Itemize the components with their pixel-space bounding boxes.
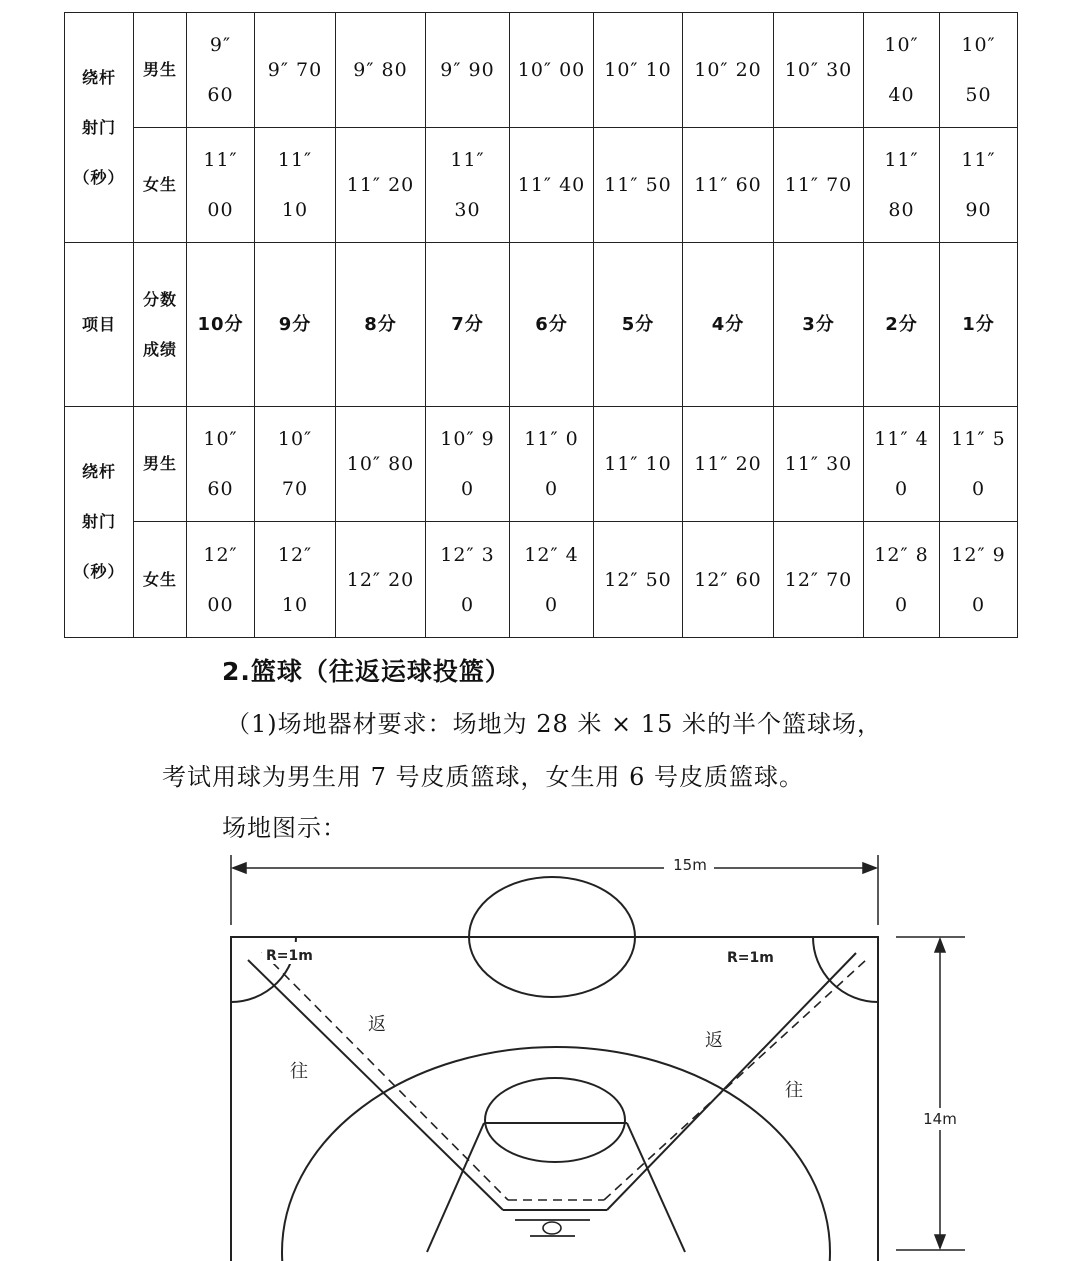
time-cell: 10″ 20 bbox=[683, 13, 774, 128]
height-label: 14m bbox=[923, 1110, 957, 1128]
score-cell: 7分 bbox=[426, 243, 510, 407]
time-cell: 11″ 10 bbox=[594, 407, 683, 522]
time-cell: 12″ 60 bbox=[683, 522, 774, 638]
time-cell: 12″ 20 bbox=[336, 522, 426, 638]
score-cell: 6分 bbox=[510, 243, 594, 407]
path-label-left-fan: 返 bbox=[368, 1014, 386, 1035]
time-cell: 12″ 4 0 bbox=[510, 522, 594, 638]
paragraph-ball: 考试用球为男生用 7 号皮质篮球，女生用 6 号皮质篮球。 bbox=[162, 763, 805, 791]
time-cell: 11″ 0 0 bbox=[510, 407, 594, 522]
score-table bbox=[64, 12, 1018, 638]
height-dimension bbox=[896, 937, 965, 1250]
time-cell: 10″ 30 bbox=[774, 13, 864, 128]
section-heading: 2.篮球（往返运球投篮） bbox=[222, 657, 511, 686]
time-cell: 9″ 60 bbox=[187, 13, 255, 128]
table-row bbox=[65, 13, 1018, 128]
time-cell: 12″ 3 0 bbox=[426, 522, 510, 638]
path-label-right-fan: 返 bbox=[705, 1030, 723, 1051]
time-cell: 9″ 80 bbox=[336, 13, 426, 128]
time-cell: 10″ 80 bbox=[336, 407, 426, 522]
path-label-left-wang: 往 bbox=[290, 1061, 308, 1082]
three-point-arc bbox=[282, 1047, 830, 1261]
time-cell: 11″ 80 bbox=[864, 128, 940, 243]
dribble-path-left bbox=[248, 953, 856, 1210]
time-cell: 10″ 50 bbox=[940, 13, 1018, 128]
score-cell: 4分 bbox=[683, 243, 774, 407]
hoop-icon bbox=[543, 1222, 561, 1234]
score-cell: 9分 bbox=[255, 243, 336, 407]
time-cell: 11″ 70 bbox=[774, 128, 864, 243]
court-boundary bbox=[231, 937, 878, 1261]
time-cell: 9″ 70 bbox=[255, 13, 336, 128]
time-cell: 11″ 20 bbox=[683, 407, 774, 522]
time-cell: 11″ 30 bbox=[774, 407, 864, 522]
width-label: 15m bbox=[673, 856, 707, 874]
width-dimension bbox=[231, 855, 878, 925]
time-cell: 10″ 00 bbox=[510, 13, 594, 128]
score-cell: 10分 bbox=[187, 243, 255, 407]
radius-label-left: R=1m bbox=[266, 948, 313, 964]
time-cell: 11″ 40 bbox=[510, 128, 594, 243]
time-cell: 10″ 40 bbox=[864, 13, 940, 128]
time-cell: 12″ 50 bbox=[594, 522, 683, 638]
score-cell: 2分 bbox=[864, 243, 940, 407]
score-cell: 5分 bbox=[594, 243, 683, 407]
time-cell: 11″ 50 bbox=[594, 128, 683, 243]
item-label: 项目 bbox=[65, 243, 134, 407]
path-label-right-wang: 往 bbox=[785, 1080, 803, 1101]
category-cell: 绕杆 射门 （秒） bbox=[65, 407, 134, 638]
time-cell: 11″ 4 0 bbox=[864, 407, 940, 522]
time-cell: 11″ 30 bbox=[426, 128, 510, 243]
dribble-path-dashed bbox=[262, 952, 866, 1200]
time-cell: 9″ 90 bbox=[426, 13, 510, 128]
time-cell: 11″ 60 bbox=[683, 128, 774, 243]
category-cell: 绕杆 射门 （秒） bbox=[65, 13, 134, 243]
score-cell: 1分 bbox=[940, 243, 1018, 407]
score-label: 分数 成绩 bbox=[134, 243, 187, 407]
paragraph-diagram-caption: 场地图示： bbox=[222, 814, 347, 842]
time-cell: 10″ 10 bbox=[594, 13, 683, 128]
time-cell: 11″ 5 0 bbox=[940, 407, 1018, 522]
time-cell: 11″ 00 bbox=[187, 128, 255, 243]
time-cell: 10″ 70 bbox=[255, 407, 336, 522]
time-cell: 11″ 10 bbox=[255, 128, 336, 243]
time-cell: 12″ 00 bbox=[187, 522, 255, 638]
time-cell: 12″ 9 0 bbox=[940, 522, 1018, 638]
time-cell: 12″ 8 0 bbox=[864, 522, 940, 638]
boys-label: 男生 bbox=[134, 407, 187, 522]
table-row bbox=[65, 407, 1018, 522]
time-cell: 11″ 90 bbox=[940, 128, 1018, 243]
time-cell: 10″ 9 0 bbox=[426, 407, 510, 522]
time-cell: 12″ 70 bbox=[774, 522, 864, 638]
time-cell: 10″ 60 bbox=[187, 407, 255, 522]
table-row bbox=[65, 128, 1018, 243]
radius-label-right: R=1m bbox=[727, 950, 774, 966]
boys-label: 男生 bbox=[134, 13, 187, 128]
girls-label: 女生 bbox=[134, 128, 187, 243]
table-row bbox=[65, 243, 1018, 407]
score-cell: 3分 bbox=[774, 243, 864, 407]
time-cell: 11″ 20 bbox=[336, 128, 426, 243]
table-row bbox=[65, 522, 1018, 638]
paragraph-venue: （1)场地器材要求：场地为 28 米 × 15 米的半个篮球场， bbox=[226, 710, 882, 738]
girls-label: 女生 bbox=[134, 522, 187, 638]
time-cell: 12″ 10 bbox=[255, 522, 336, 638]
free-throw-circle bbox=[485, 1078, 625, 1162]
score-cell: 8分 bbox=[336, 243, 426, 407]
court-diagram bbox=[0, 840, 1080, 1261]
